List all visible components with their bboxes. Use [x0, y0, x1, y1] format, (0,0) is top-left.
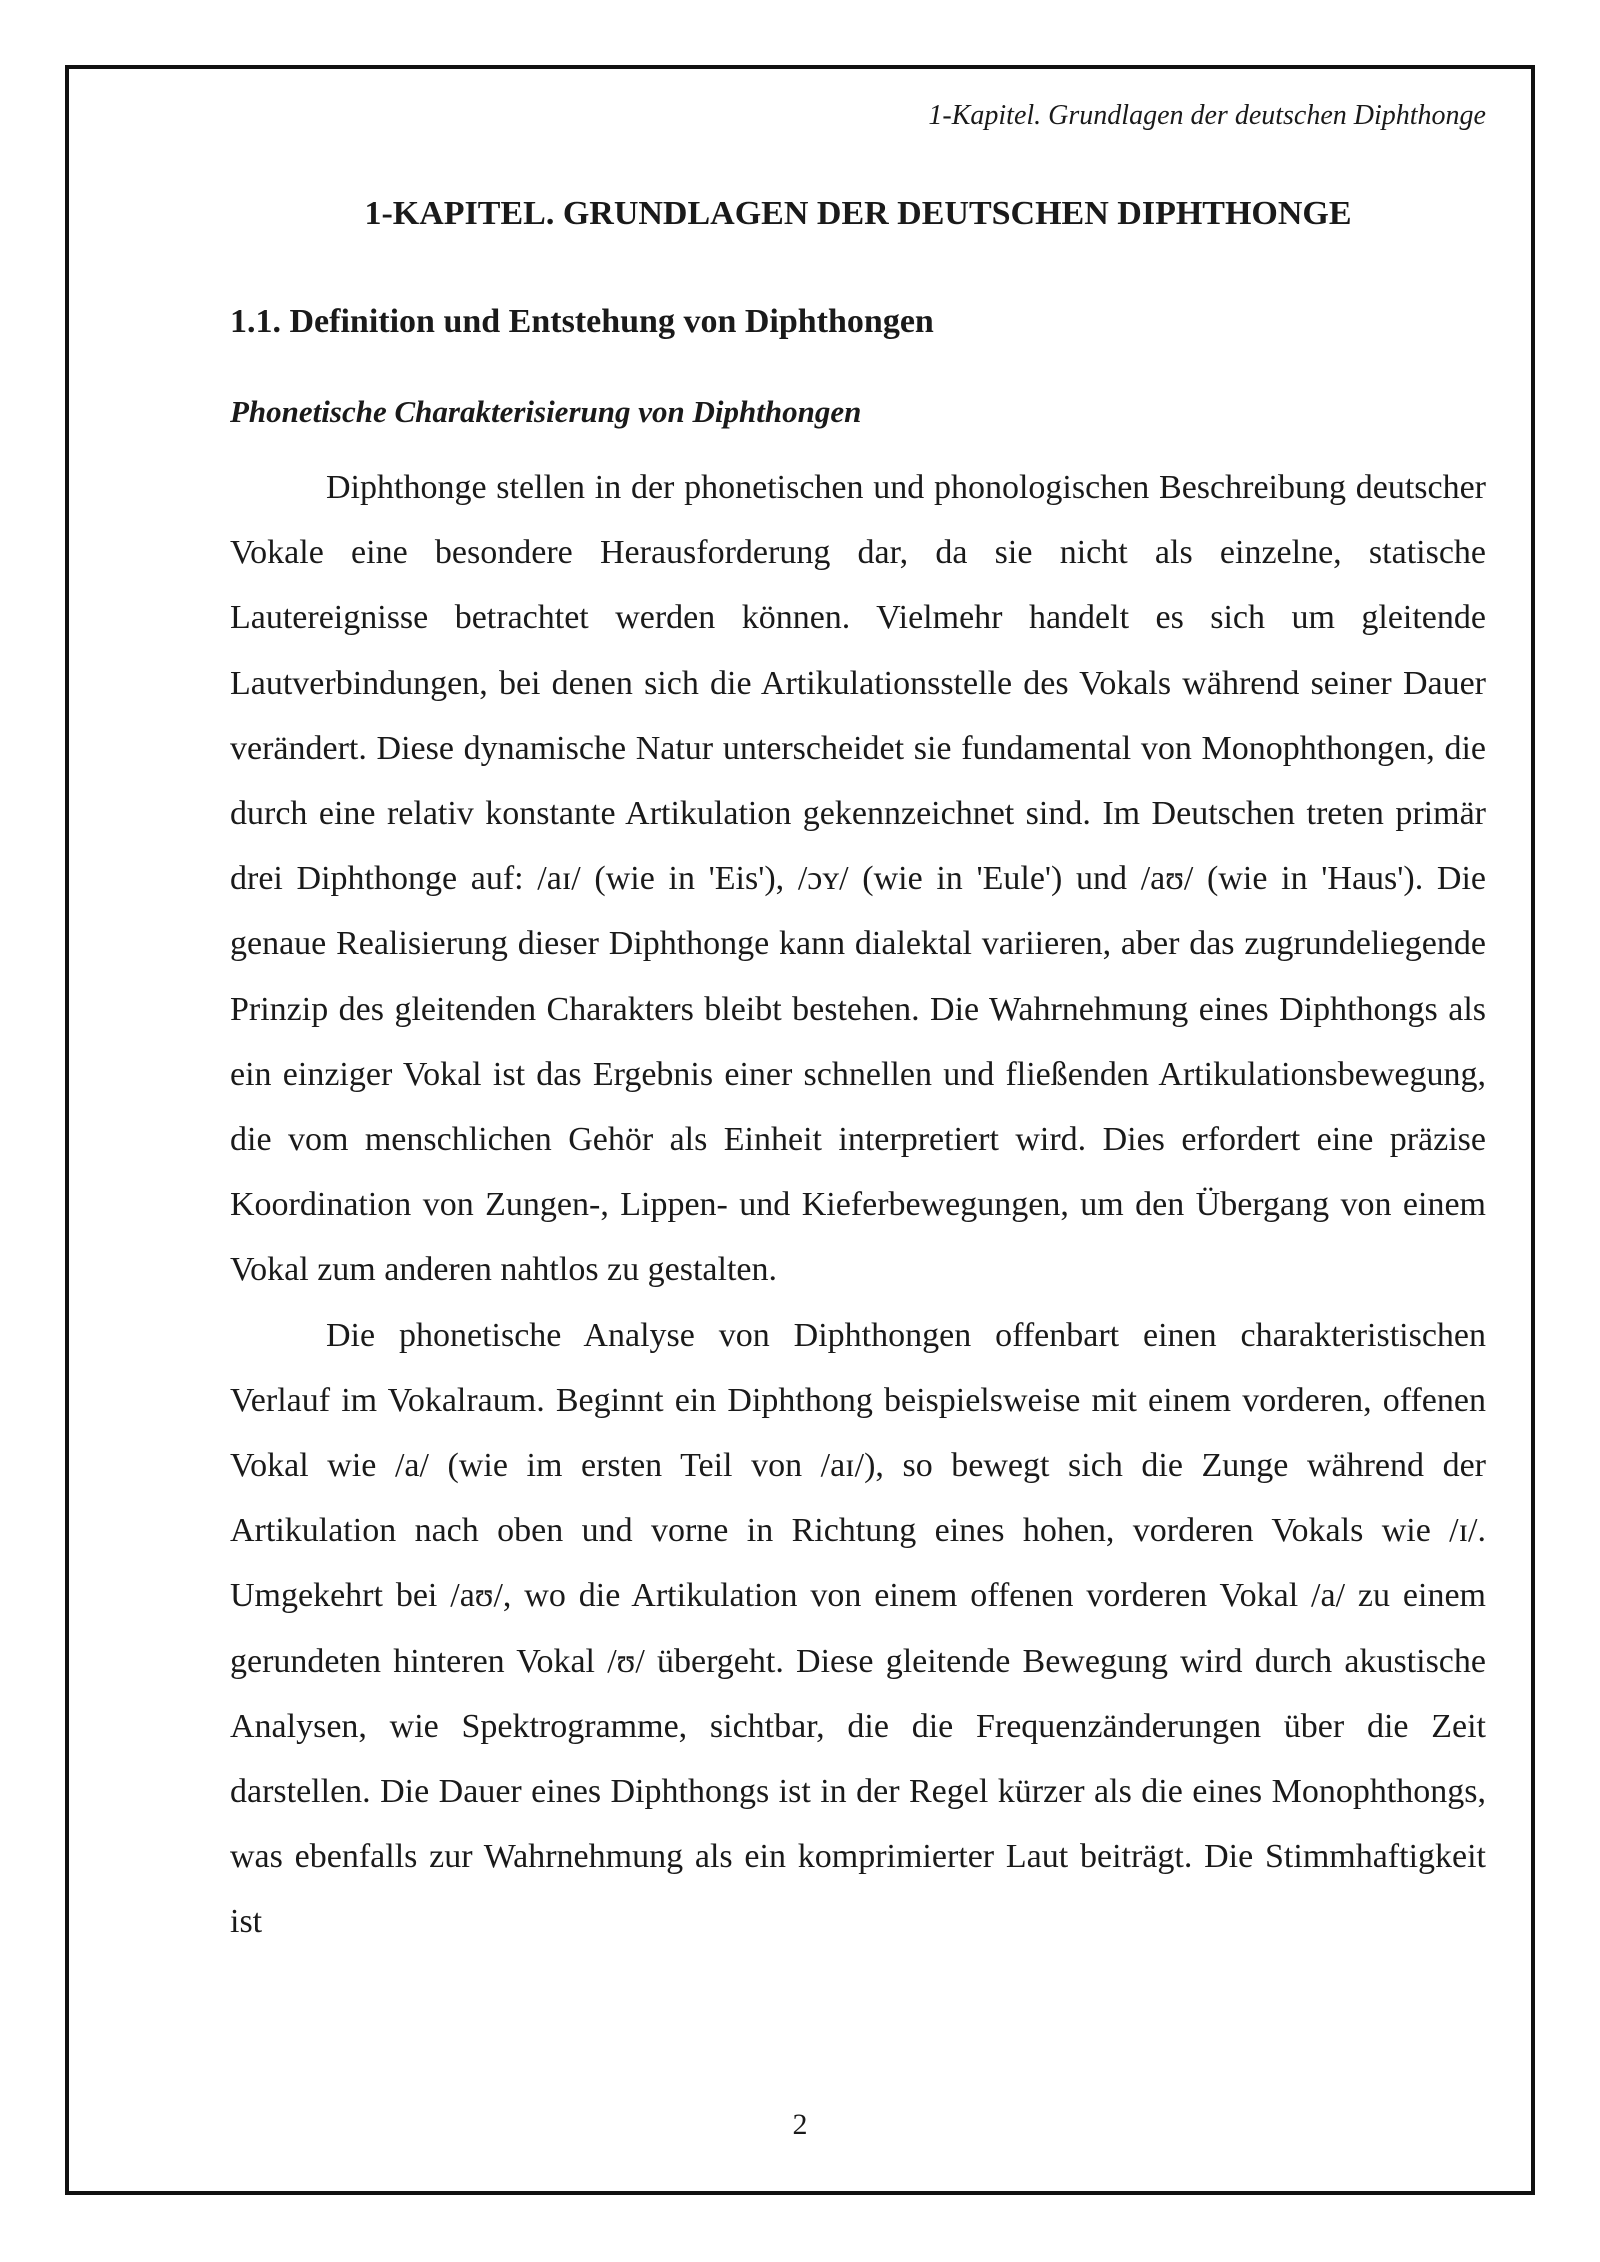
running-header: 1-Kapitel. Grundlagen der deutschen Diphthonge — [928, 100, 1486, 131]
subsection-title: Phonetische Charakterisierung von Diphthongen — [230, 394, 862, 429]
paragraph-1: Diphthonge stellen in der phonetischen und phonologischen Beschreibung deutscher Vokale eine besondere Herausforderung dar, da sie nicht als einzelne, statische Lautereignisse betrachtet werden können. Vielmehr handelt es sich um gleitende Lautverbindungen, bei denen sich die Artikulationsstelle des Vokals während seiner Dauer verändert. Diese dynamische Natur unterscheidet sie fundamental von Monophthongen, die durch eine relativ konstante Artikulation gekennzeichnet sind. Im Deutschen treten primär drei Diphthonge auf: /aɪ/ (wie in 'Eis'), /ɔʏ/ (wie in 'Eule') und /aʊ/ (wie in 'Haus'). Die genaue Realisierung dieser Diphthonge kann dialektal variieren, aber das zugrundeliegende Prinzip des gleitenden Charakters bleibt bestehen. Die Wahrnehmung eines Diphthongs als ein einziger Vokal ist das Ergebnis einer schnellen und fließenden Artikulationsbewegung, die vom menschlichen Gehör als Einheit interpretiert wird. Dies erfordert eine präzise Koordination von Zungen-, Lippen- und Kieferbewegungen, um den Übergang von einem Vokal zum anderen nahtlos zu gestalten. — [230, 469, 1486, 1289]
chapter-title: 1-KAPITEL. GRUNDLAGEN DER DEUTSCHEN DIPHTHONGE — [364, 195, 1352, 232]
paragraph-2: Die phonetische Analyse von Diphthongen offenbart einen charakteristischen Verlauf im Vokalraum. Beginnt ein Diphthong beispielsweise mit einem vorderen, offenen Vokal wie /a/ (wie im ersten Teil von /aɪ/), so bewegt sich die Zunge während der Artikulation nach oben und vorne in Richtung eines hohen, vorderen Vokals wie /ɪ/. Umgekehrt bei /aʊ/, wo die Artikulation von einem offenen vorderen Vokal /a/ zu einem gerundeten hinteren Vokal /ʊ/ übergeht. Diese gleitende Bewegung wird durch akustische Analysen, wie Spektrogramme, sichtbar, die die Frequenzänderungen über die Zeit darstellen. Die Dauer eines Diphthongs ist in der Regel kürzer als die eines Monophthongs, was ebenfalls zur Wahrnehmung als ein komprimierter Laut beiträgt. Die Stimmhaftigkeit ist — [230, 1316, 1486, 1941]
body-text — [230, 455, 1486, 1955]
page-number: 2 — [792, 2108, 808, 2141]
section-title: 1.1. Definition und Entstehung von Diphthongen — [230, 303, 934, 340]
